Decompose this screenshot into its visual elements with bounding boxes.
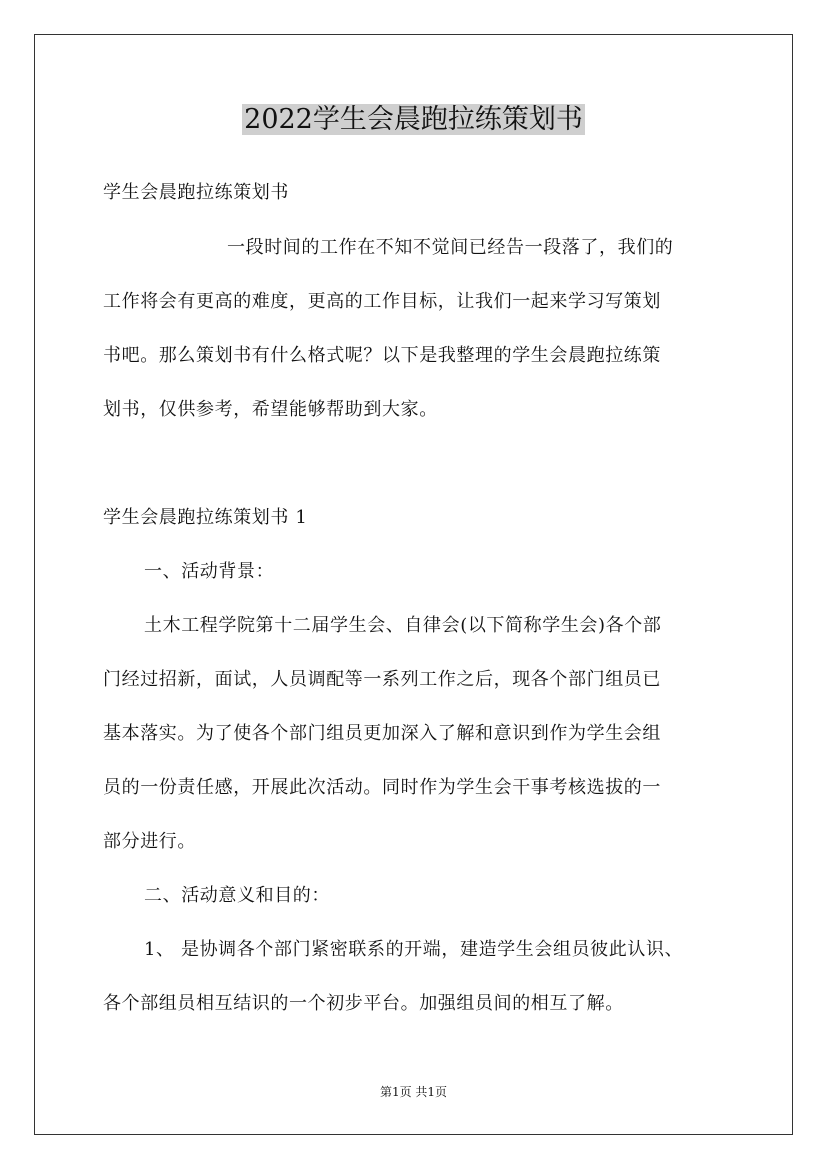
list-item-line: 各个部组员相互结识的一个初步平台。加强组员间的相互了解。	[103, 993, 624, 1014]
paragraph-line: 员的一份责任感，开展此次活动。同时作为学生会干事考核选拔的一	[103, 777, 661, 798]
section-heading: 学生会晨跑拉练策划书 1	[103, 507, 308, 528]
subsection-heading: 二、活动意义和目的：	[144, 885, 330, 906]
paragraph-line: 门经过招新，面试，人员调配等一系列工作之后，现各个部门组员已	[103, 669, 661, 690]
subsection-heading: 一、活动背景：	[144, 561, 275, 582]
page-footer: 第1页 共1页	[379, 1085, 448, 1099]
list-item-line: 1、 是协调各个部门紧密联系的开端，建造学生会组员彼此认识、	[144, 939, 684, 960]
document-title	[0, 98, 827, 142]
paragraph-line: 基本落实。为了使各个部门组员更加深入了解和意识到作为学生会组	[103, 723, 661, 744]
document-title-text: 2022学生会晨跑拉练策划书	[244, 104, 583, 135]
paragraph-line: 划书，仅供参考，希望能够帮助到大家。	[103, 399, 438, 420]
paragraph-line: 工作将会有更高的难度，更高的工作目标，让我们一起来学习写策划	[103, 291, 661, 312]
subtitle-line: 学生会晨跑拉练策划书	[103, 182, 289, 203]
paragraph-line: 书吧。那么策划书有什么格式呢？以下是我整理的学生会晨跑拉练策	[103, 345, 661, 366]
paragraph-line: 一段时间的工作在不知不觉间已经告一段落了，我们的	[227, 237, 674, 258]
paragraph-line: 部分进行。	[103, 831, 196, 852]
paragraph-line: 土木工程学院第十二届学生会、自律会(以下简称学生会)各个部	[144, 615, 662, 636]
